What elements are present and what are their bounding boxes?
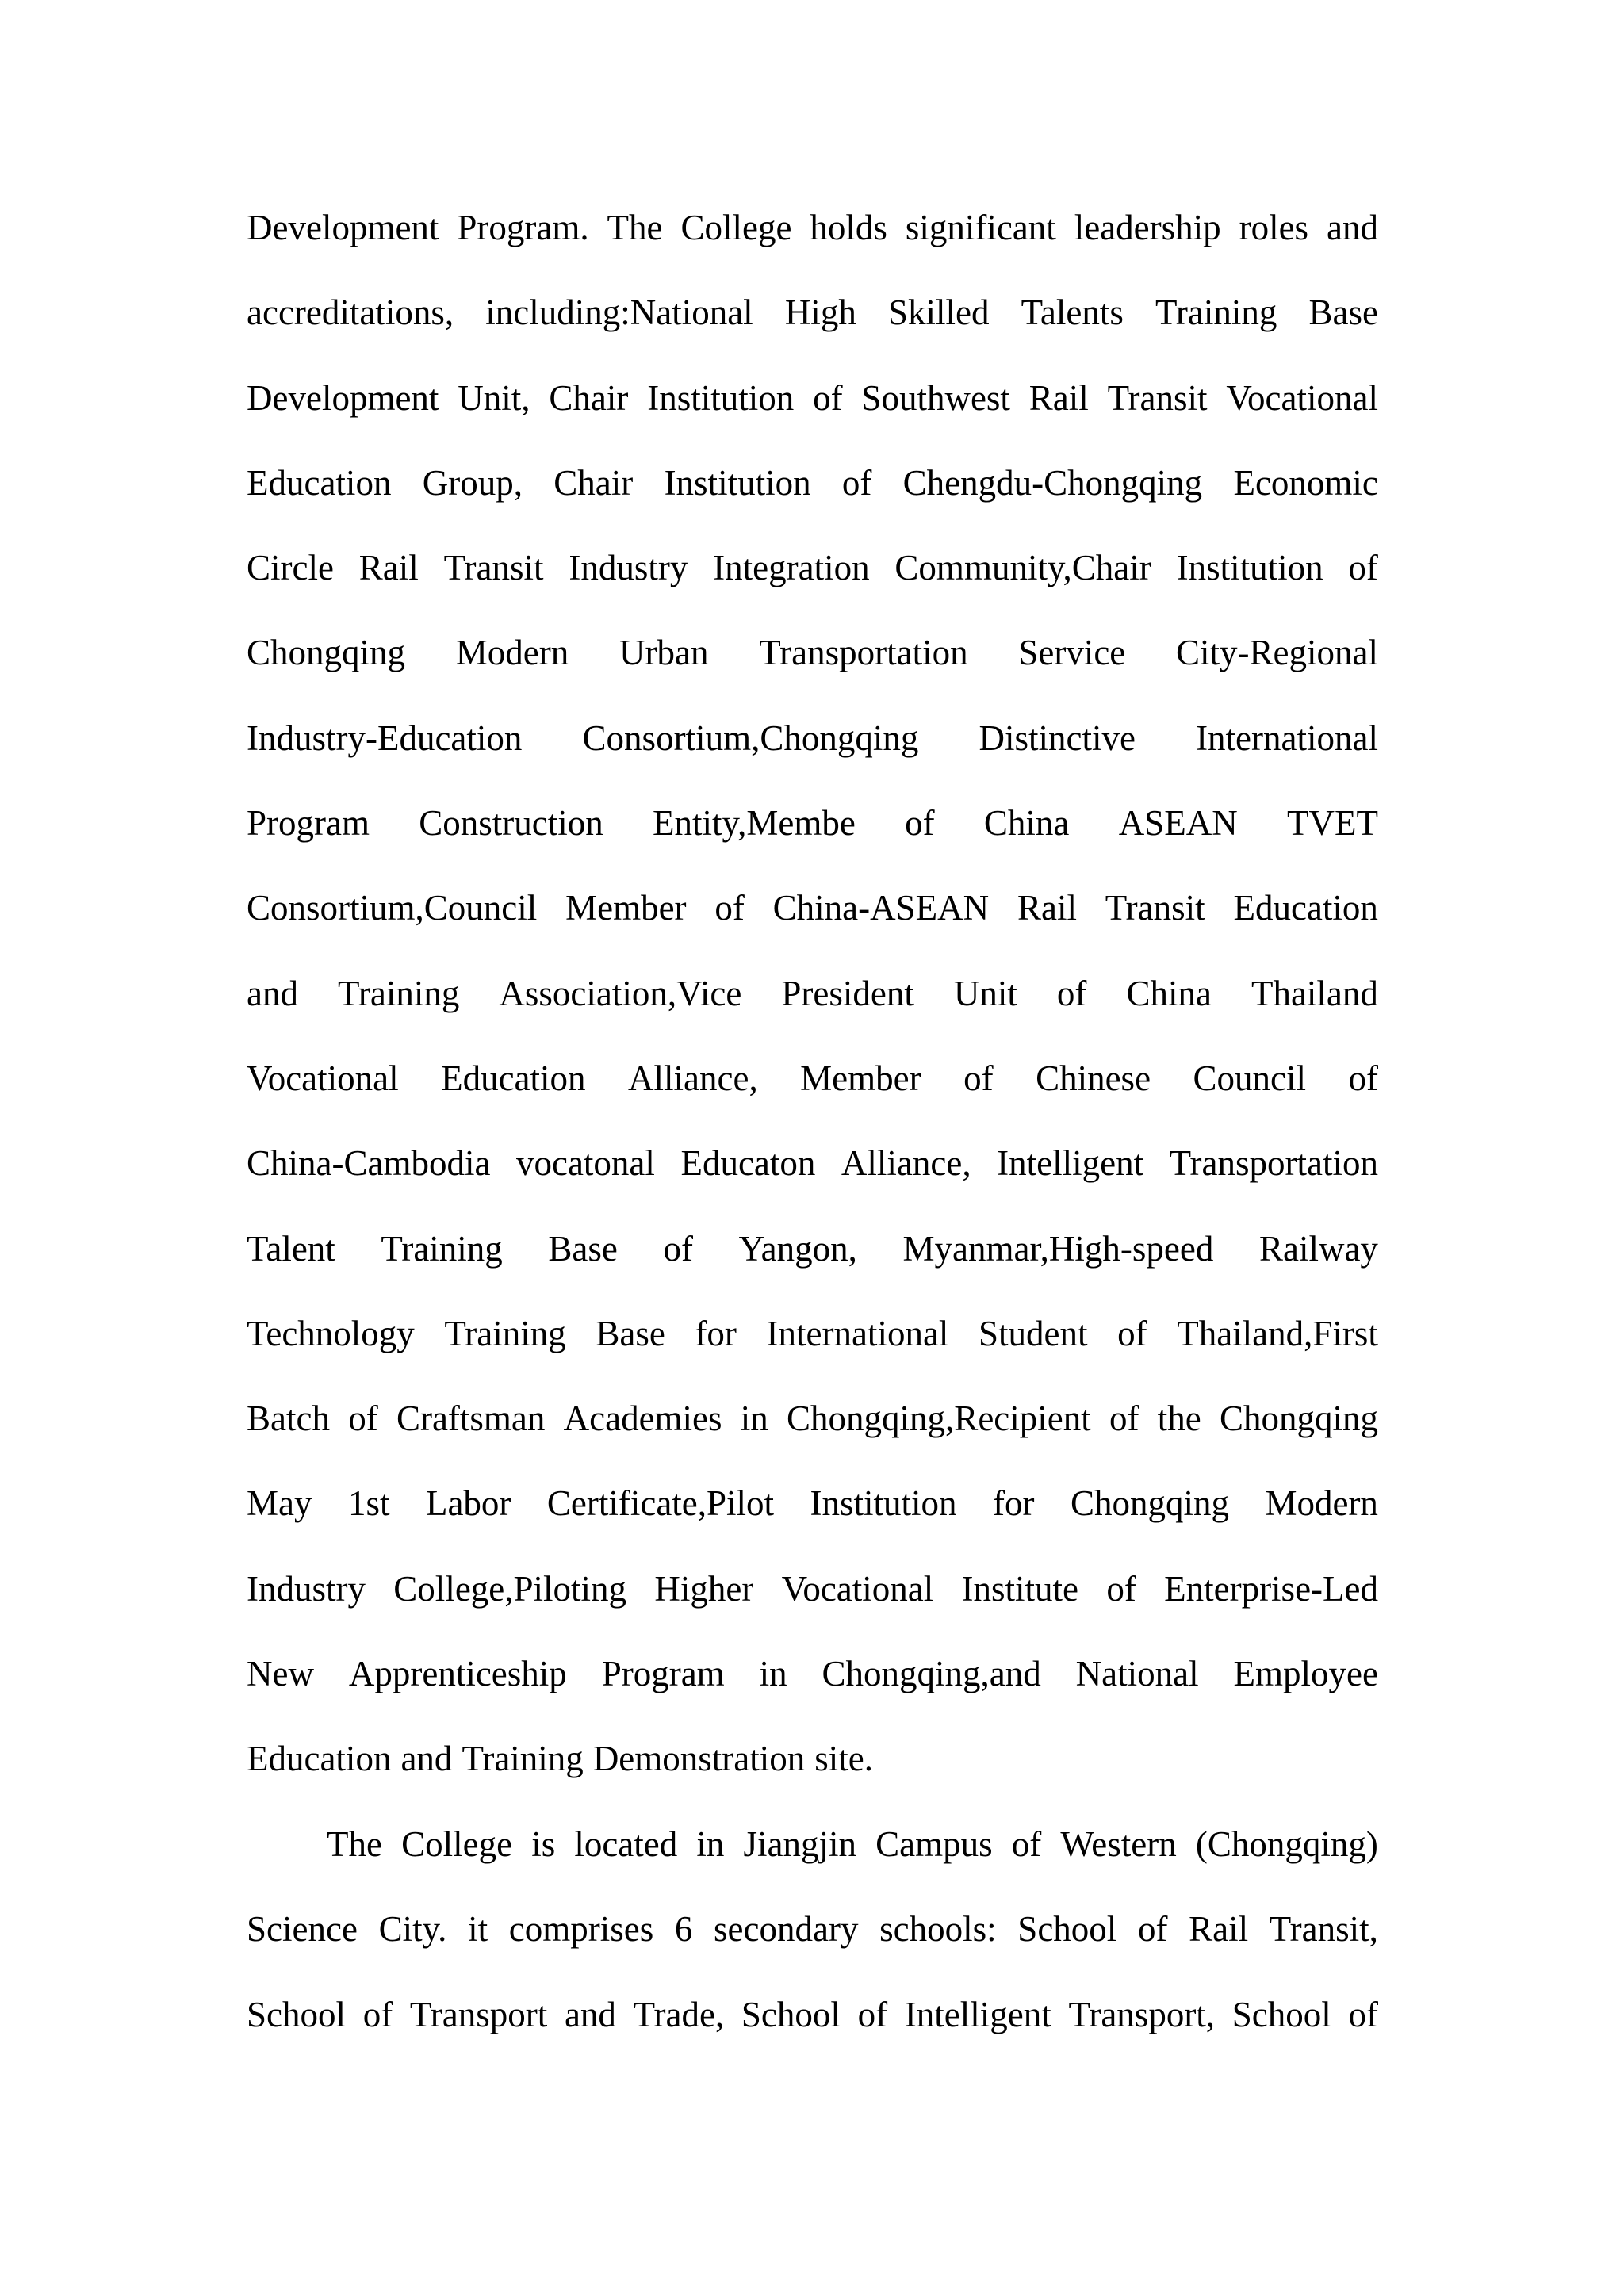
text-line (247, 356, 1378, 441)
word: Entity,Membe (653, 803, 856, 844)
word: Southwest (861, 377, 1010, 418)
word: China (1126, 973, 1212, 1013)
word: Group, (422, 462, 523, 503)
word: Chinese (1036, 1058, 1151, 1098)
word: of (1348, 1994, 1378, 2034)
word: Intelligent (904, 1994, 1051, 2034)
word: the (1157, 1399, 1201, 1439)
word: National (1075, 1654, 1199, 1694)
text-line (247, 1036, 1378, 1121)
word: significant (905, 208, 1056, 247)
word: including:National (485, 293, 753, 333)
word: Industry-Education (247, 718, 523, 758)
word: Member (565, 888, 687, 928)
word: of (1137, 1909, 1168, 1950)
word: President (781, 973, 914, 1013)
word: for (993, 1483, 1035, 1524)
word: Institution (647, 377, 795, 418)
word: Certificate,Pilot (546, 1483, 775, 1524)
word: of (362, 1994, 393, 2034)
text-line (247, 866, 1378, 951)
word: Base (548, 1228, 618, 1269)
word: Development (247, 377, 439, 418)
word: in (696, 1824, 725, 1864)
word: Vocational (247, 1058, 399, 1098)
word: Science (247, 1909, 358, 1950)
word: (Chongqing) (1195, 1824, 1378, 1864)
word: 6 (674, 1909, 693, 1950)
word: Consortium,Chongqing (582, 718, 919, 758)
word: Education (247, 462, 392, 503)
word: Intelligent (997, 1143, 1144, 1184)
word: Development (247, 208, 439, 247)
word: May (247, 1483, 312, 1524)
word: College,Piloting (393, 1568, 627, 1609)
word: School (1231, 1994, 1331, 2034)
word: Jiangjin (743, 1824, 857, 1864)
text-line (247, 1887, 1378, 1972)
word: College (680, 208, 792, 247)
word: Transportation (759, 633, 968, 673)
word: holds (810, 208, 887, 247)
word: Training (444, 1313, 566, 1353)
word: Alliance, (841, 1143, 971, 1184)
word: Transport, (1068, 1994, 1216, 2034)
word: accreditations, (247, 293, 454, 333)
word: Program (247, 803, 370, 844)
text-line (247, 1973, 1378, 2057)
word: of (1348, 1058, 1378, 1098)
word: Rail (1017, 888, 1077, 928)
word: Program (601, 1654, 725, 1694)
word: Transit (1105, 888, 1205, 928)
word: Industry (569, 548, 688, 588)
word: ASEAN (1118, 803, 1238, 844)
word: Transit, (1269, 1909, 1378, 1950)
word: Base (596, 1313, 665, 1353)
word: Vocational (781, 1568, 934, 1609)
text-line (247, 696, 1378, 781)
word: Chongqing,and (822, 1654, 1041, 1694)
word: Modern (1265, 1483, 1378, 1524)
word: Talent (247, 1228, 335, 1269)
word: of (1117, 1313, 1147, 1353)
word: Enterprise-Led (1164, 1568, 1378, 1609)
word: Economic (1233, 462, 1378, 503)
word: Transit (443, 548, 544, 588)
word: Chongqing (247, 633, 406, 673)
word: Training (1155, 293, 1277, 333)
word: and (1327, 208, 1378, 247)
word: Industry (247, 1568, 366, 1609)
word: Distinctive (979, 718, 1136, 758)
word: Unit (953, 973, 1017, 1013)
word: of (1106, 1568, 1136, 1609)
word: Skilled (887, 293, 990, 333)
word: vocatonal (515, 1143, 655, 1184)
text-line (247, 610, 1378, 695)
word: of (1109, 1399, 1139, 1439)
word: Campus (875, 1824, 993, 1864)
word: of (813, 377, 843, 418)
word: site. (814, 1739, 874, 1779)
word: of (1011, 1824, 1042, 1864)
word: Talents (1021, 293, 1124, 333)
word: Modern (455, 633, 569, 673)
word: and (247, 973, 298, 1013)
word: Thailand,First (1177, 1313, 1378, 1353)
word: TVET (1286, 803, 1378, 844)
word: Urban (619, 633, 709, 673)
word: Myanmar,High-speed (902, 1228, 1214, 1269)
text-line (247, 1207, 1378, 1292)
word: located (574, 1824, 678, 1864)
word: Service (1018, 633, 1126, 673)
word: Transport (409, 1994, 548, 2034)
word: Institution (1176, 548, 1323, 588)
word: Education (1233, 888, 1378, 928)
word: Demonstration (592, 1739, 806, 1779)
word: Vocational (1226, 377, 1378, 418)
word: schools: (879, 1909, 997, 1950)
text-line (247, 270, 1378, 355)
word: Institute (961, 1568, 1079, 1609)
word: International (1196, 718, 1378, 758)
word: Rail (1189, 1909, 1249, 1950)
text-line (247, 1121, 1378, 1206)
word: Construction (419, 803, 603, 844)
word: Craftsman (396, 1399, 546, 1439)
text-line-first-indented (247, 1802, 1378, 1887)
text-line (247, 781, 1378, 866)
word: 1st (347, 1483, 390, 1524)
word: Western (1060, 1824, 1177, 1864)
text-line (247, 441, 1378, 526)
word: Trade, (633, 1994, 725, 2034)
word: leadership (1074, 208, 1221, 247)
word: and (564, 1994, 616, 2034)
word: in (759, 1654, 787, 1694)
word: Apprenticeship (348, 1654, 567, 1694)
word: Unit, (458, 377, 530, 418)
word: Education (247, 1739, 392, 1779)
word: of (348, 1399, 378, 1439)
word: China (983, 803, 1070, 844)
word: Base (1308, 293, 1378, 333)
word: Education (441, 1058, 586, 1098)
word: and (400, 1739, 453, 1779)
word: Member (800, 1058, 921, 1098)
word: it (468, 1909, 488, 1950)
word: The (327, 1824, 382, 1864)
word: School (1017, 1909, 1117, 1950)
word: New (247, 1654, 314, 1694)
word: Transportation (1169, 1143, 1378, 1184)
word: Student (979, 1313, 1088, 1353)
word: High (784, 293, 856, 333)
word: College (401, 1824, 513, 1864)
word: Community,Chair (894, 548, 1151, 588)
word: Institution (664, 462, 811, 503)
word: Chair (549, 377, 629, 418)
word: is (531, 1824, 556, 1864)
word: Alliance, (628, 1058, 758, 1098)
word: City-Regional (1176, 633, 1378, 673)
word: Consortium,Council (247, 888, 538, 928)
word: Training (381, 1228, 503, 1269)
word: of (663, 1228, 694, 1269)
word: comprises (508, 1909, 654, 1950)
word: of (1056, 973, 1087, 1013)
paragraph-accreditations (247, 186, 1378, 1802)
text-line (247, 951, 1378, 1036)
word: China-ASEAN (772, 888, 990, 928)
word: Labor (425, 1483, 511, 1524)
word: Circle (247, 548, 334, 588)
word: Chongqing (1219, 1399, 1378, 1439)
word: Association,Vice (499, 973, 742, 1013)
word: China-Cambodia (247, 1143, 491, 1184)
word: Chair (553, 462, 634, 503)
word: Council (1193, 1058, 1307, 1098)
word: Chengdu-Chongqing (902, 462, 1203, 503)
word: Railway (1258, 1228, 1378, 1269)
word: Employee (1233, 1654, 1378, 1694)
word: Thailand (1251, 973, 1378, 1013)
word: in (740, 1399, 768, 1439)
word: Training (462, 1739, 584, 1779)
word: Academies (563, 1399, 722, 1439)
word: Educaton (680, 1143, 816, 1184)
text-line-last (247, 1716, 1378, 1801)
word: for (695, 1313, 737, 1353)
word: School (741, 1994, 841, 2034)
word: Rail (358, 548, 419, 588)
word: Technology (247, 1313, 415, 1353)
word: Chongqing (1070, 1483, 1229, 1524)
word: Transit (1107, 377, 1208, 418)
word: Training (338, 973, 460, 1013)
text-line (247, 1547, 1378, 1632)
word: of (1348, 548, 1378, 588)
word: International (766, 1313, 949, 1353)
word: secondary (714, 1909, 859, 1950)
text-line (247, 186, 1378, 270)
word: Institution (810, 1483, 957, 1524)
word: City. (378, 1909, 447, 1950)
text-line (247, 1376, 1378, 1461)
word: The (607, 208, 663, 247)
word: Integration (713, 548, 870, 588)
word: Batch (247, 1399, 330, 1439)
word: Higher (654, 1568, 754, 1609)
word: roles (1239, 208, 1309, 247)
text-line (247, 526, 1378, 610)
text-line (247, 1461, 1378, 1546)
word: School (247, 1994, 347, 2034)
text-line (247, 1632, 1378, 1716)
word: of (857, 1994, 888, 2034)
word: Yangon, (738, 1228, 857, 1269)
word: of (905, 803, 935, 844)
word: Program. (457, 208, 589, 247)
word: Rail (1028, 377, 1089, 418)
text-line (247, 1292, 1378, 1376)
word: of (714, 888, 745, 928)
paragraph-campus (247, 1802, 1378, 2057)
word: Chongqing,Recipient (787, 1399, 1091, 1439)
word: of (841, 462, 872, 503)
word: of (963, 1058, 994, 1098)
